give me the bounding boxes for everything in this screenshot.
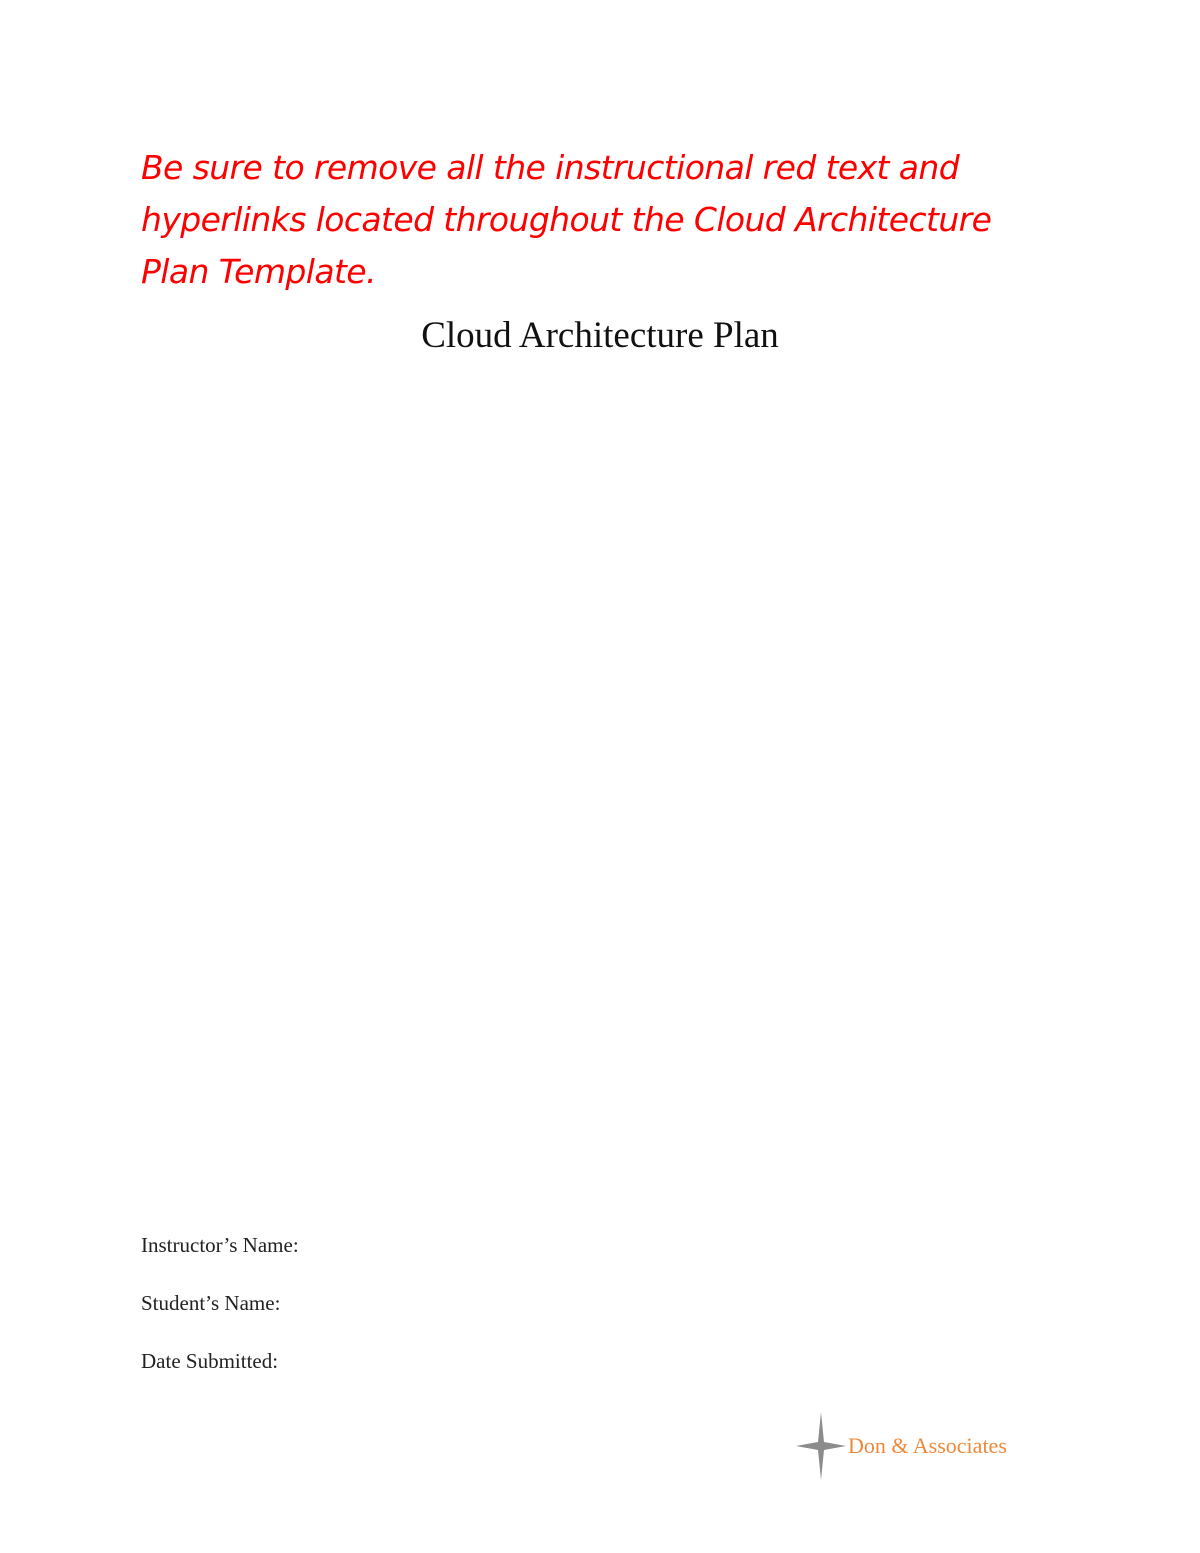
date-submitted-label: Date Submitted: [141, 1349, 279, 1373]
company-logo [794, 1410, 1054, 1482]
four-point-star-icon [794, 1410, 848, 1482]
student-name-label: Student’s Name: [141, 1291, 281, 1315]
instructor-name-label: Instructor’s Name: [141, 1233, 299, 1257]
page-title: Cloud Architecture Plan [421, 315, 779, 356]
company-name: Don & Associates [848, 1433, 1007, 1458]
instruction-text: Be sure to remove all the instructional red text and hyperlinks located throughout the Cloud Architecture Plan Template. [141, 148, 992, 291]
